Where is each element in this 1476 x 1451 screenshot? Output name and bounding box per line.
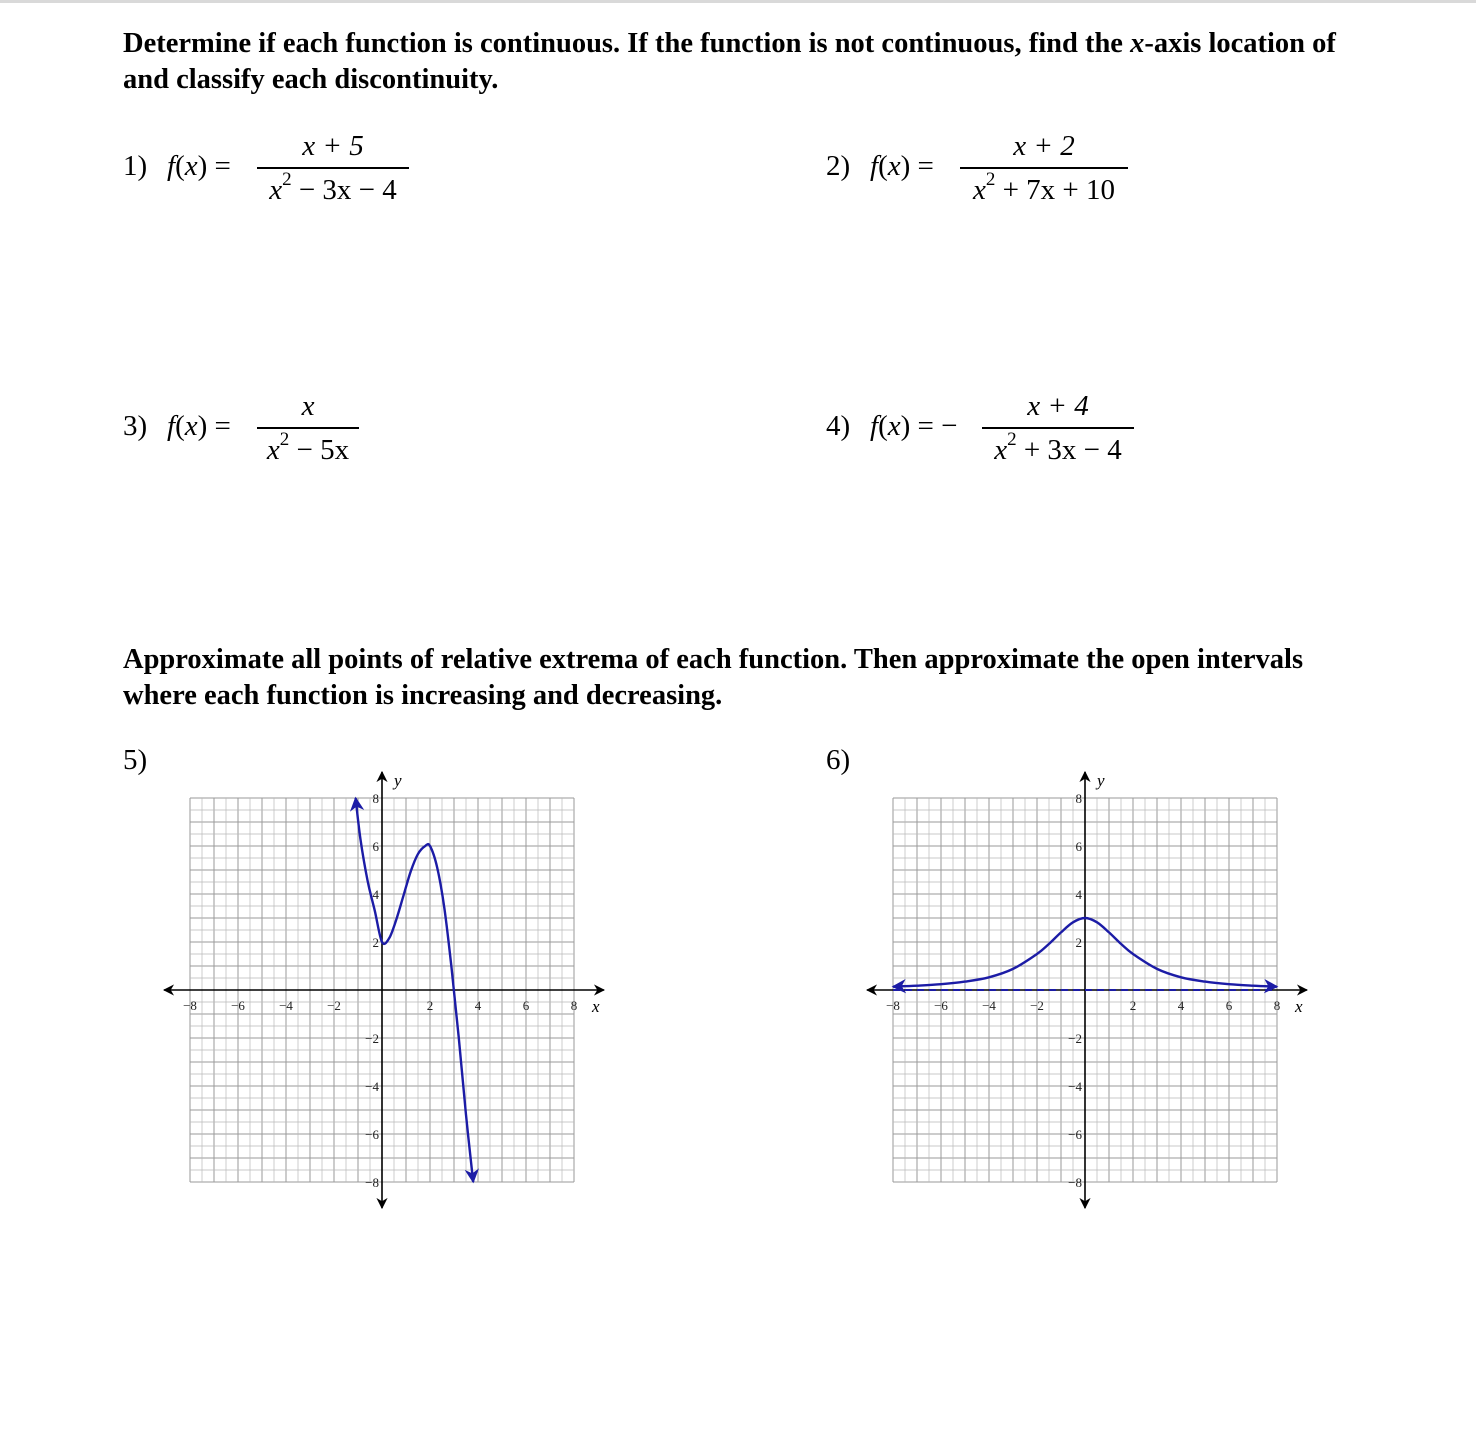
- y-tick-label: −4: [1068, 1079, 1082, 1094]
- y-tick-label: 4: [372, 887, 379, 902]
- function-lhs: f(x) =: [167, 410, 231, 442]
- problem-5-label: 5): [123, 744, 148, 776]
- numerator: x: [301, 390, 315, 422]
- function-lhs: f(x) =: [167, 150, 231, 182]
- x-tick-label: 8: [570, 998, 578, 1013]
- y-tick-label: −6: [1068, 1127, 1082, 1142]
- y-tick-label: −4: [365, 1079, 379, 1094]
- x-tick-label: 2: [426, 998, 434, 1013]
- instructions-extrema: Approximate all points of relative extrema of each function. Then approximate the open intervals where each function is increasing and decreasing.: [123, 644, 1304, 711]
- y-tick-label: 2: [1075, 935, 1082, 950]
- x-tick-label: −4: [279, 998, 293, 1013]
- denominator: $x^2 + 3x - 4$: [994, 429, 1122, 466]
- y-tick-label: −6: [365, 1127, 379, 1142]
- y-tick-label: 4: [1075, 887, 1082, 902]
- y-tick-label: −2: [1068, 1031, 1082, 1046]
- x-tick-label: −8: [886, 998, 900, 1013]
- x-tick-label: −6: [934, 998, 948, 1013]
- instructions-continuity: Determine if each function is continuous. If the function is not continuous, find the x-axis location of and classify each discontinuity.: [123, 28, 1336, 95]
- x-tick-label: 8: [1273, 998, 1281, 1013]
- numerator: x + 4: [1027, 390, 1089, 422]
- problem-number: 2): [826, 150, 851, 182]
- denominator: $x^2 - 3x - 4$: [269, 169, 397, 206]
- y-tick-label: 6: [1075, 839, 1082, 854]
- problem-6-label: 6): [826, 744, 851, 776]
- y-tick-label: −8: [1068, 1175, 1082, 1190]
- denominator: $x^2 + 7x + 10$: [972, 169, 1116, 206]
- x-tick-label: −2: [327, 998, 341, 1013]
- x-axis-label: x: [592, 997, 600, 1016]
- y-axis-label: y: [394, 771, 402, 790]
- problem-number: 3): [123, 410, 148, 442]
- denominator: $x^2 - 5x$: [266, 429, 350, 466]
- graph-5-plot: [164, 771, 604, 1208]
- x-tick-label: −8: [183, 998, 197, 1013]
- x-tick-label: 2: [1129, 998, 1137, 1013]
- function-lhs: f(x) =: [870, 150, 934, 182]
- x-tick-label: 4: [1177, 998, 1185, 1013]
- x-tick-label: −6: [231, 998, 245, 1013]
- y-tick-label: 6: [372, 839, 379, 854]
- function-lhs: f(x) = −: [870, 410, 958, 442]
- y-tick-label: −8: [365, 1175, 379, 1190]
- y-tick-label: 8: [1075, 791, 1082, 806]
- x-tick-label: 4: [474, 998, 482, 1013]
- graph-6-plot: [867, 771, 1307, 1208]
- problem-number: 4): [826, 410, 851, 442]
- problem-number: 1): [123, 150, 148, 182]
- x-tick-label: −2: [1030, 998, 1044, 1013]
- y-tick-label: 2: [372, 935, 379, 950]
- numerator: x + 5: [302, 130, 364, 162]
- x-tick-label: −4: [982, 998, 996, 1013]
- x-tick-label: 6: [1225, 998, 1233, 1013]
- x-tick-label: 6: [522, 998, 530, 1013]
- y-tick-label: 8: [372, 791, 379, 806]
- numerator: x + 2: [1013, 130, 1075, 162]
- y-axis-label: y: [1097, 771, 1105, 790]
- y-tick-label: −2: [365, 1031, 379, 1046]
- x-axis-label: x: [1295, 997, 1303, 1016]
